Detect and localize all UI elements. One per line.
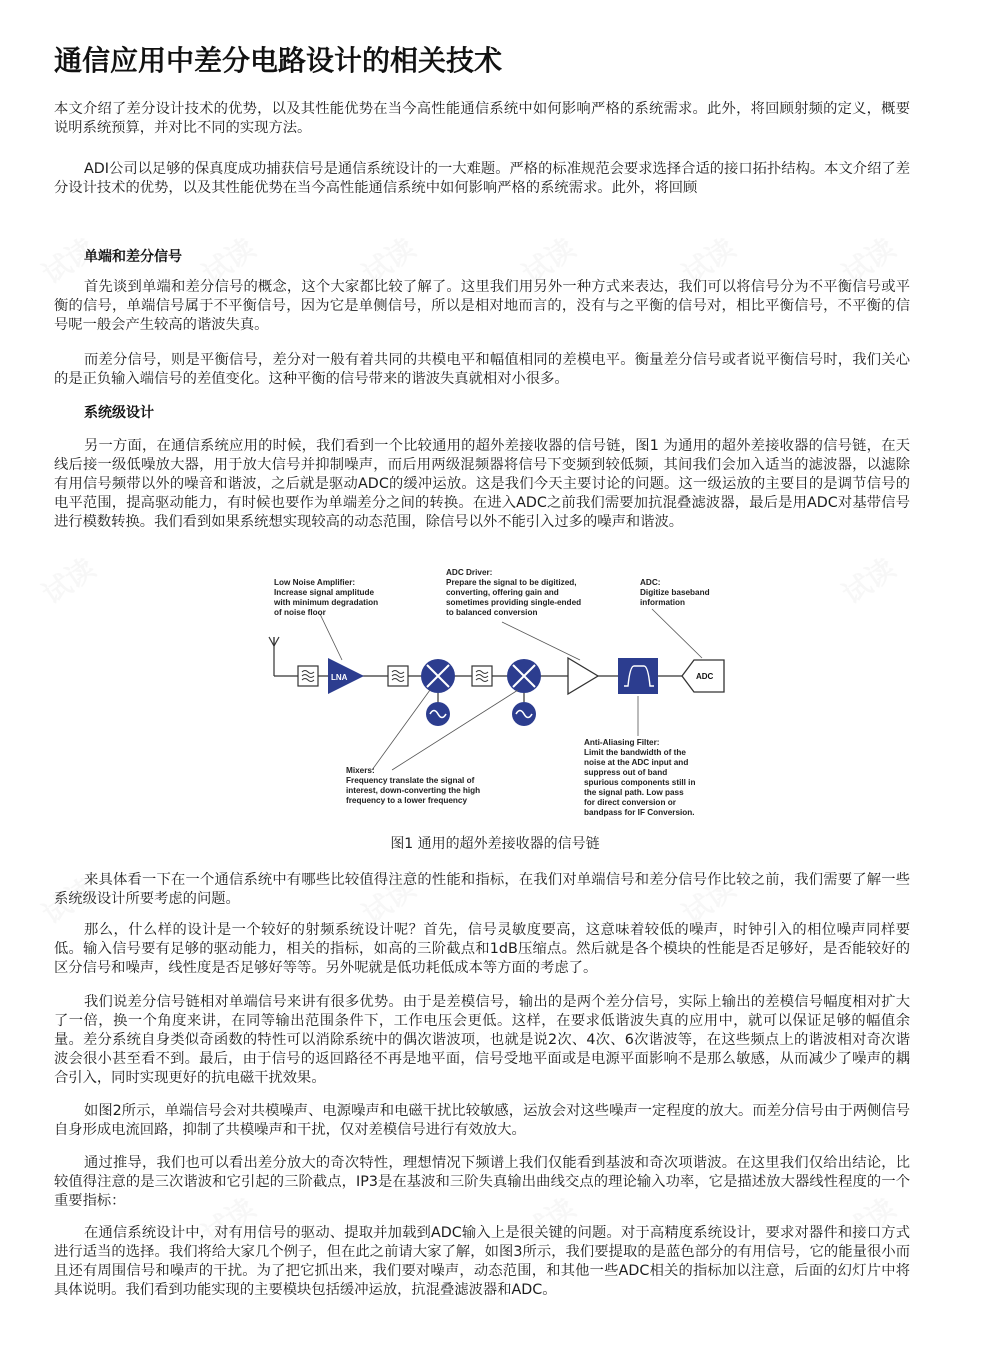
- signal-chain-diagram: [262, 568, 732, 824]
- mixers-note: [346, 766, 480, 805]
- svg-text:noise at the ADC input and: noise at the ADC input and: [584, 758, 689, 767]
- watermark: 试读: [676, 871, 742, 931]
- paragraph-8: 如图2所示，单端信号会对共模噪声、电源噪声和电磁干扰比较敏感，运放会对这些噪声一定程度的放大。而差分信号由于两侧信号自身形成电流回路，抑制了共模噪声和干扰，仅对差模信号进行有效放大。: [54, 1103, 910, 1138]
- svg-text:sometimes providing single-end: sometimes providing single-ended: [446, 598, 582, 607]
- watermark: 试读: [356, 871, 422, 931]
- svg-text:Increase signal amplitude: Increase signal amplitude: [274, 588, 375, 597]
- mixer-2-icon: [507, 659, 541, 702]
- antenna-icon: [269, 637, 279, 676]
- watermark: 试读: [36, 871, 102, 931]
- svg-text:suppress out of band: suppress out of band: [584, 768, 668, 777]
- figure-receiver-signal-chain: [262, 568, 732, 824]
- bandpass-filter-1-icon: [298, 666, 318, 686]
- paragraph-3: 而差分信号，则是平衡信号，差分对一般有着共同的共模电平和幅值相同的差模电平。衡量差分信号或者说平衡信号时，我们关心的是正负输入端信号的差值变化。这种平衡的信号带来的谐波失真就相对小很多。: [54, 352, 910, 387]
- adc-label: ADC: [696, 672, 714, 681]
- svg-text:Frequency translate the signal: Frequency translate the signal of: [346, 776, 475, 785]
- svg-text:frequency to a lower frequency: frequency to a lower frequency: [346, 796, 468, 805]
- svg-text:spurious components still in: spurious components still in: [584, 778, 696, 787]
- watermark: 试读: [36, 551, 102, 611]
- svg-text:information: information: [640, 598, 686, 607]
- section-heading-single-differential: 单端和差分信号: [84, 249, 182, 265]
- figure-caption: 图1 通用的超外差接收器的信号链: [390, 836, 600, 852]
- watermark: 试读: [196, 231, 262, 291]
- svg-text:ADC Driver:: ADC Driver:: [446, 568, 493, 577]
- bandpass-filter-3-icon: [472, 666, 492, 686]
- paragraph-4: 另一方面，在通信系统应用的时候，我们看到一个比较通用的超外差接收器的信号链，图1 为通用的超外差接收器的信号链，在天线后接一级低噪放大器，用于放大信号并抑制噪声，而后用两级混频器将信号下变频到较低频，其间我们会加入适当的滤波器，以滤除有用信号频带以外的噪音和谐波，之后就是驱动ADC的缓冲运放。这是我们今天主要讨论的问题。这一级运放的主要目的是调节信号的电平范围，提高驱动能力，有时候也要作为单端差分之间的转换。在进入ADC之前我们需要加抗混叠滤波器，最后是用ADC对基带信号进行模数转换。我们看到如果系统想实现较高的动态范围，除信号以外不能引入过多的噪声和谐波。: [54, 438, 910, 530]
- local-oscillator-1-icon: [426, 702, 450, 726]
- local-oscillator-2-icon: [512, 702, 536, 726]
- adc-note: [640, 578, 710, 607]
- watermark: 试读: [836, 551, 902, 611]
- watermark: 试读: [516, 231, 582, 291]
- lna-note: [273, 578, 378, 617]
- svg-text:of noise floor: of noise floor: [274, 608, 326, 617]
- paragraph-2: 首先谈到单端和差分信号的概念，这个大家都比较了解了。这里我们用另外一种方式来表达，我们可以将信号分为不平衡信号或平衡的信号，单端信号属于不平衡信号，因为它是单侧信号，所以是相对地而言的，没有与之平衡的信号对，相比平衡信号，不平衡的信号呢一般会产生较高的谐波失真。: [54, 279, 910, 333]
- paragraph-5: 来具体看一下在一个通信系统中有哪些比较值得注意的性能和指标，在我们对单端信号和差分信号作比较之前，我们需要了解一些系统级设计所要考虑的问题。: [54, 872, 910, 907]
- paragraph-10: 在通信系统设计中，对有用信号的驱动、提取并加载到ADC输入上是很关键的问题。对于高精度系统设计，要求对器件和接口方式进行适当的选择。我们将给大家几个例子，但在此之前请大家了解，如图3所示，我们要提取的是蓝色部分的有用信号，它的能量很小而且还有周围信号和噪声的干扰。为了把它抓出来，我们要对噪声，动态范围，和其他一些ADC相关的指标加以注意，后面的幻灯片中将具体说明。我们看到功能实现的主要模块包括缓冲运放，抗混叠滤波器和ADC。: [54, 1225, 910, 1298]
- svg-text:interest, down-converting the: interest, down-converting the high: [346, 786, 481, 795]
- svg-text:converting, offering gain and: converting, offering gain and: [446, 588, 559, 597]
- anti-aliasing-filter-icon: [618, 658, 658, 694]
- svg-text:ADC:: ADC:: [640, 578, 661, 587]
- svg-text:bandpass for IF Conversion.: bandpass for IF Conversion.: [584, 808, 695, 817]
- page-title: 通信应用中差分电路设计的相关技术: [54, 44, 503, 77]
- lna-label: LNA: [331, 673, 348, 682]
- lna-amplifier-icon: [328, 658, 364, 694]
- bandpass-filter-2-icon: [388, 666, 408, 686]
- intro-paragraph: 本文介绍了差分设计技术的优势，以及其性能优势在当今高性能通信系统中如何影响严格的系统需求。此外，将回顾射频的定义，概要说明系统预算，并对比不同的实现方法。: [54, 101, 910, 136]
- paragraph-9: 通过推导，我们也可以看出差分放大的奇次特性，理想情况下频谱上我们仅能看到基波和奇次项谐波。在这里我们仅给出结论，比较值得注意的是三次谐波和它引起的三阶截点，IP3是在基波和三阶失真输出曲线交点的理论输入功率，它是描述放大器线性程度的一个重要指标：: [54, 1155, 910, 1209]
- paragraph-6: 那么，什么样的设计是一个较好的射频系统设计呢？首先，信号灵敏度要高，这意味着较低的噪声，时钟引入的相位噪声同样要低。输入信号要有足够的驱动能力，相关的指标，如高的三阶截点和1dB压缩点。然后就是各个模块的性能是否足够好，是否能较好的区分信号和噪声，线性度是否足够好等等。另外呢就是低功耗低成本等方面的考虑了。: [54, 922, 910, 976]
- svg-text:with minimum degradation: with minimum degradation: [274, 598, 379, 607]
- svg-text:Anti-Aliasing Filter:: Anti-Aliasing Filter:: [584, 738, 660, 747]
- watermark: 试读: [516, 1191, 582, 1251]
- svg-text:Digitize baseband: Digitize baseband: [640, 588, 710, 597]
- svg-text:Limit the bandwidth of the: Limit the bandwidth of the: [584, 748, 686, 757]
- watermark: 试读: [36, 231, 102, 291]
- watermark: 试读: [356, 231, 422, 291]
- watermark: 试读: [836, 1191, 902, 1251]
- anti-aliasing-filter-note: [584, 738, 695, 817]
- svg-text:Low Noise Amplifier:: Low Noise Amplifier:: [274, 578, 356, 587]
- watermark: 试读: [836, 231, 902, 291]
- svg-text:to balanced conversion: to balanced conversion: [446, 608, 538, 617]
- svg-text:the signal path. Low pass: the signal path. Low pass: [584, 788, 684, 797]
- svg-text:for direct conversion or: for direct conversion or: [584, 798, 676, 807]
- paragraph-7: 我们说差分信号链相对单端信号来讲有很多优势。由于是差模信号，输出的是两个差分信号，实际上输出的差模信号幅度相对扩大了一倍，换一个角度来讲，在同等输出范围条件下，工作电压会更低。这样，在要求低谐波失真的应用中，就可以保证足够的幅值余量。差分系统自身类似奇函数的特性可以消除系统中的偶次谐波项，也就是说2次、4次、6次谐波等，在这些频点上的谐波相对奇次谐波会很小甚至看不到。最后，由于信号的返回路径不再是地平面，信号受地平面或是电源平面影响不是那么敏感，从而减少了噪声的耦合引入，同时实现更好的抗电磁干扰效果。: [54, 994, 910, 1086]
- adc-block-icon: [682, 660, 724, 692]
- paragraph-1: ADI公司以足够的保真度成功捕获信号是通信系统设计的一大难题。严格的标准规范会要求选择合适的接口拓扑结构。本文介绍了差分设计技术的优势，以及其性能优势在当今高性能通信系统中如何影响严格的系统需求。此外，将回顾: [54, 161, 910, 196]
- watermark: 试读: [196, 1191, 262, 1251]
- watermark: 试读: [676, 231, 742, 291]
- adc-driver-note: [446, 568, 581, 617]
- svg-text:Mixers:: Mixers:: [346, 766, 375, 775]
- section-heading-system-design: 系统级设计: [84, 405, 154, 421]
- svg-text:Prepare the signal to be digit: Prepare the signal to be digitized,: [446, 578, 577, 587]
- adc-driver-amplifier-icon: [568, 658, 598, 694]
